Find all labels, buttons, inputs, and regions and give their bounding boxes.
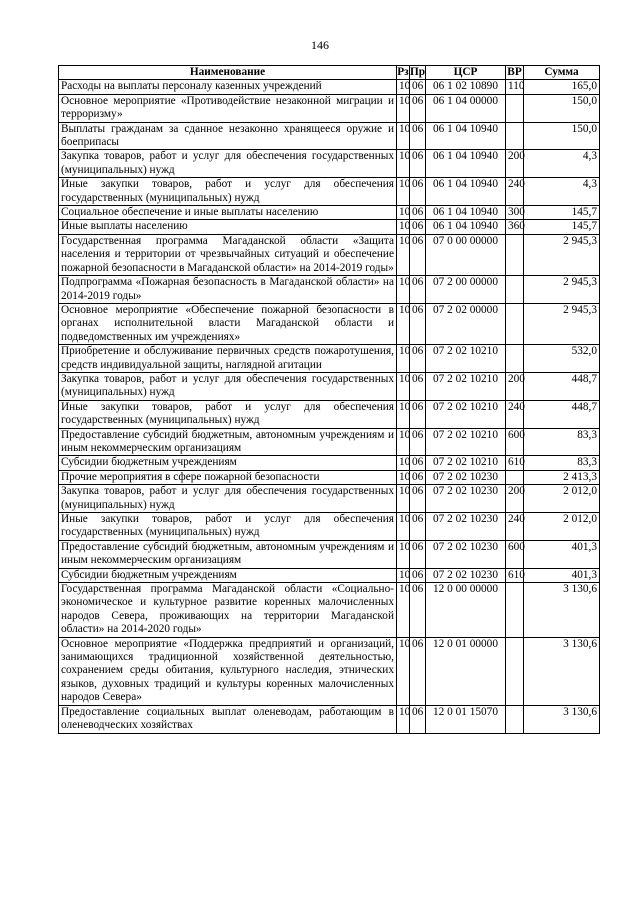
cell-pr: 06 [410,303,426,344]
cell-vr: 200 [506,372,524,400]
cell-pr: 06 [410,276,426,304]
cell-sum: 2 945,3 [524,234,600,275]
cell-vr [506,122,524,150]
cell-sum: 448,7 [524,400,600,428]
cell-vr [506,345,524,373]
cell-pr: 06 [410,220,426,234]
cell-csr: 07 2 02 10230 [426,540,506,568]
cell-pr: 06 [410,456,426,470]
cell-pr: 06 [410,345,426,373]
cell-rz: 10 [397,583,410,638]
header-vr: ВР [507,66,522,78]
cell-rz: 10 [397,400,410,428]
cell-name: Социальное обеспечение и иные выплаты населению [59,206,397,220]
cell-vr [506,705,524,733]
cell-sum: 145,7 [524,206,600,220]
cell-pr: 06 [410,485,426,513]
table-row [59,637,600,705]
cell-pr: 06 [410,206,426,220]
cell-csr: 06 1 04 10940 [426,178,506,206]
cell-csr: 07 2 02 10230 [426,470,506,484]
cell-name: Предоставление субсидий бюджетным, автономным учреждениям и иным некоммерческим организациям [59,428,397,456]
cell-csr: 07 2 02 10210 [426,345,506,373]
cell-name: Закупка товаров, работ и услуг для обеспечения государственных (муниципальных) нужд [59,150,397,178]
cell-name: Субсидии бюджетным учреждениям [59,456,397,470]
cell-sum: 401,3 [524,568,600,582]
cell-rz: 10 [397,220,410,234]
cell-name: Предоставление социальных выплат оленеводам, работающим в оленеводческих хозяйствах [59,705,397,733]
cell-sum: 150,0 [524,94,600,122]
cell-vr: 200 [506,150,524,178]
cell-name: Государственная программа Магаданской области «Социально-экономическое и культурное развитие коренных малочисленных народов Севера, проживающих на территории Магаданской области» на 2014-2020 годы» [59,583,397,638]
cell-vr [506,470,524,484]
cell-pr: 06 [410,94,426,122]
cell-pr: 06 [410,428,426,456]
cell-name: Закупка товаров, работ и услуг для обеспечения государственных (муниципальных) нужд [59,372,397,400]
cell-sum: 150,0 [524,122,600,150]
table-row [59,206,600,220]
cell-csr: 06 1 02 10890 [426,80,506,94]
cell-vr: 300 [506,206,524,220]
cell-name: Субсидии бюджетным учреждениям [59,568,397,582]
cell-pr: 06 [410,234,426,275]
cell-sum: 3 130,6 [524,637,600,705]
cell-sum: 83,3 [524,456,600,470]
table-row [59,400,600,428]
cell-csr: 07 2 02 00000 [426,303,506,344]
cell-rz: 10 [397,705,410,733]
table-row [59,303,600,344]
cell-pr: 06 [410,400,426,428]
cell-sum: 2 413,3 [524,470,600,484]
cell-name: Закупка товаров, работ и услуг для обеспечения государственных (муниципальных) нужд [59,485,397,513]
cell-vr [506,583,524,638]
cell-rz: 10 [397,470,410,484]
cell-pr: 06 [410,122,426,150]
cell-rz: 10 [397,276,410,304]
cell-name: Иные закупки товаров, работ и услуг для обеспечения государственных (муниципальных) нужд [59,400,397,428]
cell-sum: 2 945,3 [524,303,600,344]
table-row [59,178,600,206]
table-row [59,470,600,484]
cell-rz: 10 [397,303,410,344]
cell-name: Подпрограмма «Пожарная безопасность в Магаданской области» на 2014-2019 годы» [59,276,397,304]
table-header-row [59,66,600,80]
cell-csr: 06 1 04 10940 [426,206,506,220]
cell-csr: 06 1 04 10940 [426,150,506,178]
cell-csr: 07 2 02 10210 [426,372,506,400]
cell-vr [506,637,524,705]
cell-name: Предоставление субсидий бюджетным, автономным учреждениям и иным некоммерческим организациям [59,540,397,568]
cell-csr: 12 0 00 00000 [426,583,506,638]
cell-name: Государственная программа Магаданской области «Защита населения и территории от чрезвычайных ситуаций и обеспечение пожарной безопасности в Магаданской области» на 2014-2019 годы» [59,234,397,275]
cell-sum: 448,7 [524,372,600,400]
cell-name: Расходы на выплаты персоналу казенных учреждений [59,80,397,94]
cell-sum: 4,3 [524,150,600,178]
cell-name: Основное мероприятие «Противодействие незаконной миграции и терроризму» [59,94,397,122]
page-number: 146 [311,38,329,52]
cell-rz: 10 [397,122,410,150]
cell-vr [506,276,524,304]
cell-name: Приобретение и обслуживание первичных средств пожаротушения, средств индивидуальной защиты, наглядной агитации [59,345,397,373]
cell-pr: 06 [410,568,426,582]
cell-pr: 06 [410,540,426,568]
cell-csr: 07 2 02 10230 [426,485,506,513]
cell-pr: 06 [410,372,426,400]
cell-rz: 10 [397,372,410,400]
cell-rz: 10 [397,568,410,582]
cell-vr: 360 [506,220,524,234]
cell-name: Основное мероприятие «Поддержка предприятий и организаций, занимающихся традиционной хозяйственной деятельностью, сохранением среды обитания, культурного наследия, этнических языков, духовных традиций и культуры коренных малочисленных народов Севера» [59,637,397,705]
table-row [59,513,600,541]
cell-csr: 12 0 01 00000 [426,637,506,705]
cell-csr: 06 1 04 10940 [426,220,506,234]
cell-vr: 600 [506,540,524,568]
header-name: Наименование [59,66,397,80]
cell-csr: 12 0 01 15070 [426,705,506,733]
cell-vr: 610 [506,456,524,470]
cell-vr [506,94,524,122]
cell-sum: 165,0 [524,80,600,94]
cell-vr: 610 [506,568,524,582]
table-row [59,540,600,568]
cell-pr: 06 [410,470,426,484]
cell-rz: 10 [397,513,410,541]
cell-pr: 06 [410,637,426,705]
header-pr: Пр [410,66,426,78]
header-sum: Сумма [524,66,600,80]
cell-sum: 2 012,0 [524,485,600,513]
cell-pr: 06 [410,178,426,206]
cell-name: Прочие мероприятия в сфере пожарной безопасности [59,470,397,484]
cell-csr: 07 2 02 10230 [426,568,506,582]
table-row [59,80,600,94]
cell-pr: 06 [410,583,426,638]
table-row [59,583,600,638]
table-row [59,276,600,304]
table-row [59,122,600,150]
cell-pr: 06 [410,80,426,94]
table-row [59,372,600,400]
table-row [59,428,600,456]
cell-rz: 10 [397,150,410,178]
cell-name: Основное мероприятие «Обеспечение пожарной безопасности в органах исполнительной власти Магаданской области и подведомственных им учреждениях» [59,303,397,344]
cell-sum: 401,3 [524,540,600,568]
table-row [59,94,600,122]
cell-rz: 10 [397,637,410,705]
table-row [59,345,600,373]
cell-rz: 10 [397,178,410,206]
table-row [59,485,600,513]
cell-vr [506,303,524,344]
cell-rz: 10 [397,94,410,122]
cell-csr: 07 2 02 10210 [426,400,506,428]
cell-sum: 83,3 [524,428,600,456]
cell-vr: 600 [506,428,524,456]
budget-table [58,65,600,734]
cell-rz: 10 [397,456,410,470]
cell-name: Иные закупки товаров, работ и услуг для обеспечения государственных (муниципальных) нужд [59,513,397,541]
cell-sum: 145,7 [524,220,600,234]
cell-sum: 4,3 [524,178,600,206]
cell-rz: 10 [397,234,410,275]
cell-sum: 3 130,6 [524,583,600,638]
cell-pr: 06 [410,150,426,178]
cell-vr: 200 [506,485,524,513]
cell-sum: 2 012,0 [524,513,600,541]
cell-csr: 07 0 00 00000 [426,234,506,275]
cell-vr: 240 [506,400,524,428]
cell-csr: 07 2 02 10210 [426,456,506,470]
cell-name: Иные закупки товаров, работ и услуг для обеспечения государственных (муниципальных) нужд [59,178,397,206]
table-row [59,234,600,275]
table-row [59,456,600,470]
cell-csr: 06 1 04 00000 [426,94,506,122]
table-row [59,705,600,733]
cell-sum: 2 945,3 [524,276,600,304]
table-row [59,568,600,582]
cell-rz: 10 [397,540,410,568]
header-csr: ЦСР [426,66,506,80]
cell-csr: 07 2 02 10230 [426,513,506,541]
cell-vr: 110 [506,80,524,94]
cell-rz: 10 [397,206,410,220]
cell-rz: 10 [397,485,410,513]
cell-pr: 06 [410,705,426,733]
cell-vr [506,234,524,275]
cell-csr: 07 2 02 10210 [426,428,506,456]
cell-vr: 240 [506,513,524,541]
cell-rz: 10 [397,428,410,456]
cell-sum: 532,0 [524,345,600,373]
table-row [59,220,600,234]
cell-name: Выплаты гражданам за сданное незаконно хранящееся оружие и боеприпасы [59,122,397,150]
cell-csr: 06 1 04 10940 [426,122,506,150]
cell-sum: 3 130,6 [524,705,600,733]
cell-pr: 06 [410,513,426,541]
header-rz: Рз [397,66,409,78]
cell-rz: 10 [397,80,410,94]
cell-rz: 10 [397,345,410,373]
cell-vr: 240 [506,178,524,206]
table-row [59,150,600,178]
cell-csr: 07 2 00 00000 [426,276,506,304]
cell-name: Иные выплаты населению [59,220,397,234]
